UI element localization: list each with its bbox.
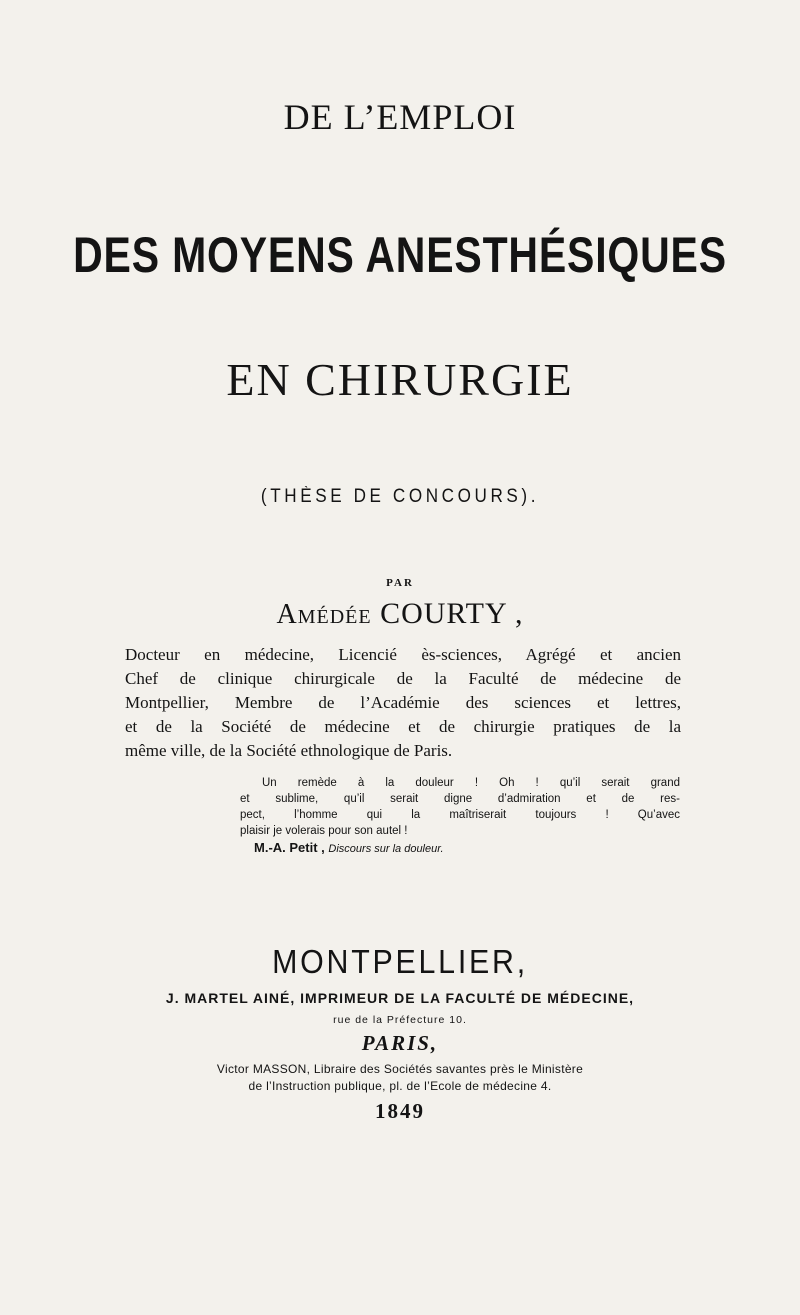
author-first-name: Amédée <box>276 599 372 630</box>
title-line-2: DES MOYENS ANESTHÉSIQUES <box>73 227 727 283</box>
epigraph-attribution <box>240 840 680 857</box>
imprint-year: 1849 <box>375 1099 425 1123</box>
author-credentials <box>125 643 681 763</box>
par-label: PAR <box>386 577 414 589</box>
imprint-city: MONTPELLIER, <box>272 943 528 980</box>
epigraph-line: et sublime, qu’il serait digne d’admiration et de res- <box>240 793 680 805</box>
thesis-note: (THÈSE DE CONCOURS). <box>260 486 540 507</box>
imprint-publisher <box>0 1061 800 1095</box>
credentials-line: même ville, de la Société ethnologique de Paris. <box>125 741 453 760</box>
publisher-line: de l’Instruction publique, pl. de l’Ecole de médecine 4. <box>248 1079 552 1093</box>
credentials-line: Docteur en médecine, Licencié ès-sciences, Agrégé et ancien <box>125 645 681 664</box>
epigraph-work: Discours sur la douleur. <box>328 843 444 855</box>
epigraph <box>240 775 680 857</box>
title-line-1: DE L’EMPLOI <box>283 97 517 137</box>
epigraph-line: pect, l’homme qui la maîtriserait toujours ! Qu’avec <box>240 809 680 821</box>
credentials-line: et de la Société de médecine et de chirurgie pratiques de la <box>125 717 681 736</box>
imprint-city-2: PARIS, <box>361 1031 439 1055</box>
imprint-printer: J. MARTEL AINÉ, IMPRIMEUR DE LA FACULTÉ DE MÉDECINE, <box>165 990 635 1006</box>
author-last-name: COURTY , <box>380 597 524 630</box>
author-name <box>0 597 800 631</box>
epigraph-line: plaisir je volerais pour son autel ! <box>240 825 408 837</box>
epigraph-author: M.-A. Petit , <box>254 840 325 855</box>
credentials-line: Montpellier, Membre de l’Académie des sciences et lettres, <box>125 693 681 712</box>
credentials-line: Chef de clinique chirurgicale de la Faculté de médecine de <box>125 669 681 688</box>
imprint-address: rue de la Préfecture 10. <box>333 1014 467 1026</box>
publisher-line: Victor MASSON, Libraire des Sociétés savantes près le Ministère <box>216 1062 584 1076</box>
epigraph-line: Un remède à la douleur ! Oh ! qu’il serait grand <box>262 777 680 789</box>
title-line-3: EN CHIRURGIE <box>226 354 574 405</box>
